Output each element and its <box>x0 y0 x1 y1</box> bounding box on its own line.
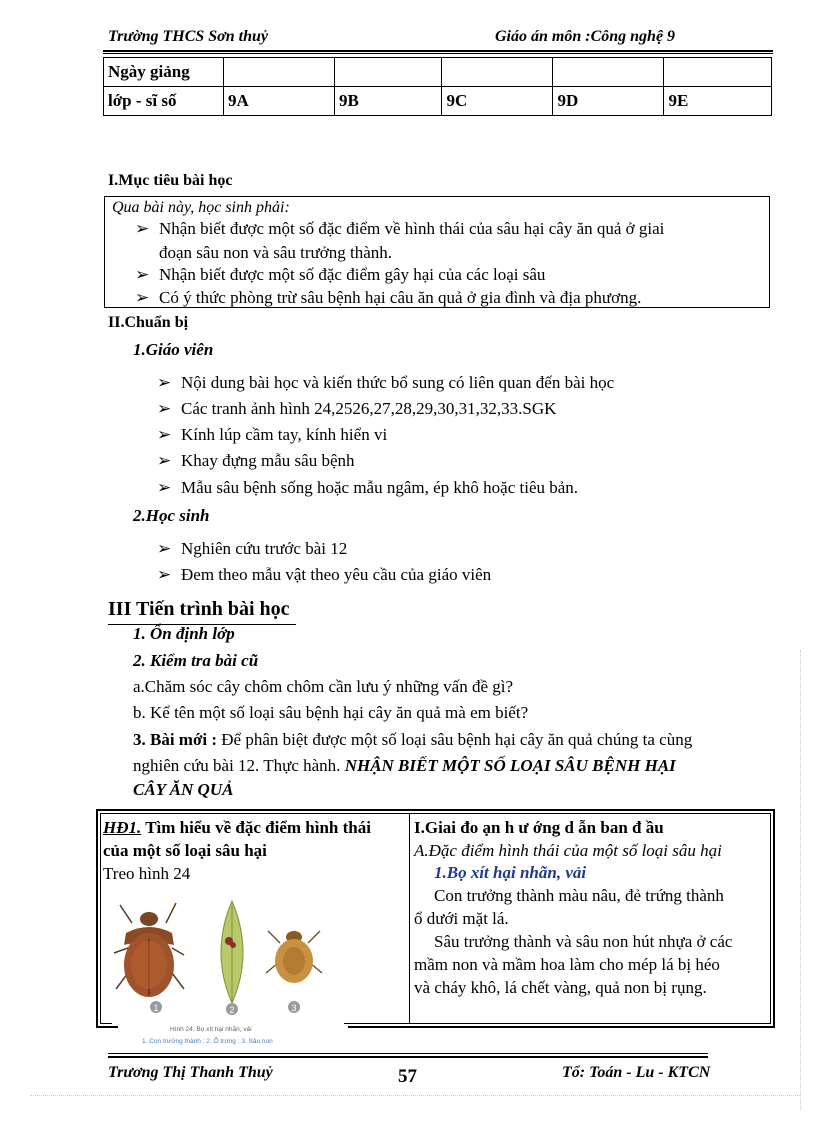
new-lesson-line-2: nghiên cứu bài 12. Thực hành. NHẬN BIẾT MỘT SỐ LOẠI SÂU BỆNH HẠI <box>133 756 676 775</box>
row-label-date: Ngày giảng <box>104 58 224 87</box>
student-title: 2.Học sinh <box>133 506 210 525</box>
arrow-bullet-icon: ➢ <box>157 539 172 558</box>
activity-label: HĐ1. <box>103 818 142 837</box>
list-item: ➢ Nội dung bài học và kiến thức bổ sung có liên quan đến bài học <box>157 373 615 392</box>
page-edge-dots <box>30 1095 800 1096</box>
section2-title: II.Chuẩn bị <box>108 314 189 331</box>
paragraph-line: ổ dưới mặt lá. <box>414 909 509 928</box>
list-item: ➢ Có ý thức phòng trừ sâu bệnh hại câu ăn quả ở gia đình và địa phương. <box>135 288 642 307</box>
figure-subcaption: 1. Con trưởng thành ; 2. Ổ trứng ; 3. Sâu non <box>142 1038 273 1045</box>
paragraph-line: Sâu trưởng thành và sâu non hút nhựa ở các <box>434 932 733 951</box>
paragraph-line: mầm non và mầm hoa làm cho mép lá bị héo <box>414 955 720 974</box>
step1-title: 1. Ổn định lớp <box>133 624 235 643</box>
new-lesson-line: 3. Bài mới : Để phân biệt được một số loại sâu bệnh hại cây ăn quả chúng ta cùng <box>133 730 693 749</box>
arrow-bullet-icon: ➢ <box>135 265 150 284</box>
page-number: 57 <box>398 1066 417 1087</box>
stage-title: I.Giai đo ạn h ư ớng d ẫn ban đ ầu <box>414 818 664 837</box>
step2-title: 2. Kiểm tra bài cũ <box>133 651 259 670</box>
list-item: ➢ Nhận biết được một số đặc điểm gây hại của các loại sâu <box>135 265 546 284</box>
footer-teacher: Trương Thị Thanh Thuỷ <box>108 1064 273 1081</box>
question-b: b. Kể tên một số loại sâu bệnh hại cây ăn quả mà em biết? <box>133 703 529 722</box>
footer-rule-thin <box>108 1053 708 1054</box>
footer-group: Tổ: Toán - Lu - KTCN <box>562 1064 711 1081</box>
figure-number: 3 <box>291 1003 297 1013</box>
lesson-title-2: CÂY ĂN QUẢ <box>133 780 234 799</box>
figure-caption: Hình 24. Bọ xít hại nhãn, vải <box>170 1026 252 1033</box>
arrow-bullet-icon: ➢ <box>157 399 172 418</box>
paragraph-line: và cháy khô, lá chết vàng, quả non bị rụng. <box>414 978 707 997</box>
list-item: ➢ Nghiên cứu trước bài 12 <box>157 539 348 558</box>
list-item: ➢ Nhận biết được một số đặc điểm về hình thái của sâu hại cây ăn quả ở giai <box>135 219 665 238</box>
list-item: ➢ Kính lúp cầm tay, kính hiển vi <box>157 425 388 444</box>
new-lesson-label: 3. Bài mới : <box>133 730 218 749</box>
header-subject: Giáo án môn :Công nghệ 9 <box>495 28 676 45</box>
class-cell: 9D <box>553 87 664 116</box>
arrow-bullet-icon: ➢ <box>157 478 172 497</box>
list-item: ➢ Đem theo mẫu vật theo yêu cầu của giáo viên <box>157 565 492 584</box>
header-rule <box>103 50 773 52</box>
lesson-title: NHẬN BIẾT MỘT SỐ LOẠI SÂU BỆNH HẠI <box>344 756 676 775</box>
activity-title-2: của một số loại sâu hại <box>103 841 267 860</box>
arrow-bullet-icon: ➢ <box>157 425 172 444</box>
schedule-table <box>103 57 772 116</box>
paragraph-line: Con trưởng thành màu nâu, đẻ trứng thành <box>434 886 724 905</box>
figure-24 <box>112 893 344 1025</box>
arrow-bullet-icon: ➢ <box>157 373 172 392</box>
activity-title: HĐ1. Tìm hiểu về đặc điểm hình thái <box>103 818 371 837</box>
list-item: ➢ Mẫu sâu bệnh sống hoặc mẫu ngâm, ép khô hoặc tiêu bản. <box>157 478 579 497</box>
list-item-continuation: đoạn sâu non và sâu trưởng thành. <box>159 243 393 262</box>
class-cell: 9B <box>334 87 442 116</box>
table-row <box>104 87 772 116</box>
question-a: a.Chăm sóc cây chôm chôm cần lưu ý những vấn đề gì? <box>133 677 514 696</box>
list-item: ➢ Các tranh ảnh hình 24,2526,27,28,29,30,31,32,33.SGK <box>157 399 557 418</box>
page-edge-dots-vertical <box>800 650 801 1110</box>
table-row <box>104 58 772 87</box>
arrow-bullet-icon: ➢ <box>135 219 150 238</box>
activity-table-divider <box>409 813 410 1024</box>
teacher-title: 1.Giáo viên <box>133 340 214 359</box>
row-label-class: lớp - sĩ số <box>104 87 224 116</box>
objectives-intro: Qua bài này, học sinh phải: <box>112 199 290 216</box>
arrow-bullet-icon: ➢ <box>157 565 172 584</box>
class-cell: 9A <box>224 87 335 116</box>
pest-item-title: 1.Bọ xít hại nhãn, vải <box>434 863 587 882</box>
figure-number: 2 <box>229 1005 235 1015</box>
section1-title: I.Mục tiêu bài học <box>108 172 233 189</box>
arrow-bullet-icon: ➢ <box>135 288 150 307</box>
section3-title: III Tiến trình bài học <box>108 598 290 620</box>
class-cell: 9E <box>664 87 772 116</box>
figure-number: 1 <box>153 1003 159 1013</box>
footer-rule <box>108 1056 708 1058</box>
class-cell: 9C <box>442 87 553 116</box>
list-item: ➢ Khay đựng mẫu sâu bệnh <box>157 451 355 470</box>
header-rule-thin <box>103 53 773 54</box>
hang-figure-note: Treo hình 24 <box>103 864 191 883</box>
stage-subtitle: A.Đặc điểm hình thái của một số loại sâu hại <box>414 841 722 860</box>
header-school: Trường THCS Sơn thuỷ <box>108 28 268 45</box>
arrow-bullet-icon: ➢ <box>157 451 172 470</box>
